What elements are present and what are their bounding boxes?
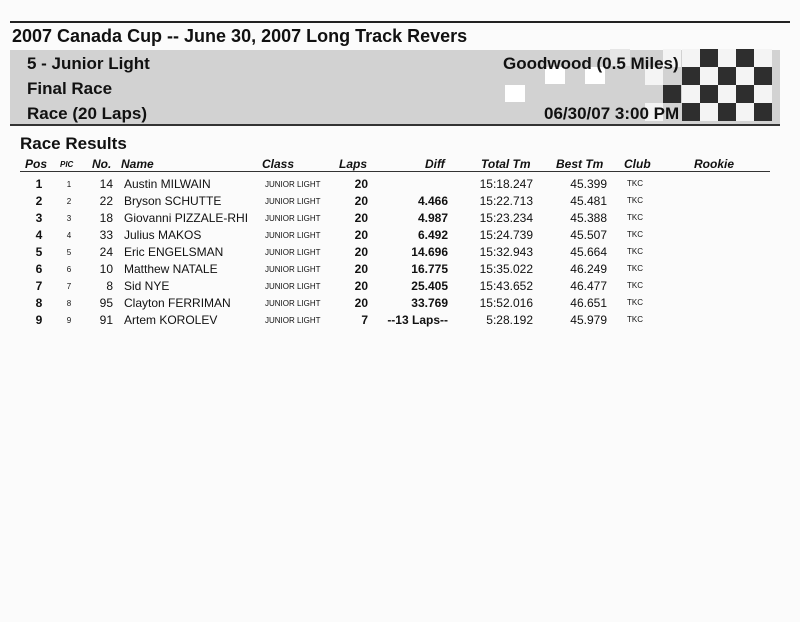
pic-cell: 3 (66, 214, 72, 223)
table-row (0, 226, 800, 243)
col-diff: Diff (425, 157, 445, 171)
pos-cell: 3 (35, 211, 43, 225)
diff-cell: 16.775 (411, 262, 448, 276)
col-club: Club (624, 157, 651, 171)
laps-cell: 7 (361, 313, 368, 327)
pic-cell: 1 (66, 180, 72, 189)
diff-cell: 4.987 (417, 211, 448, 225)
pos-cell: 9 (35, 313, 43, 327)
pos-cell: 6 (35, 262, 43, 276)
pos-cell: 4 (35, 228, 43, 242)
class-cell: JUNIOR LIGHT (265, 316, 321, 325)
section-title: Race Results (20, 134, 127, 153)
col-name: Name (121, 157, 154, 171)
pic-cell: 4 (66, 231, 72, 240)
laps-cell: 20 (354, 211, 368, 225)
pos-cell: 5 (35, 245, 43, 259)
total-time-cell: 15:23.234 (479, 211, 533, 225)
class-cell: JUNIOR LIGHT (265, 248, 321, 257)
track-name: Goodwood (0.5 Miles) (503, 54, 679, 73)
pic-cell: 9 (66, 316, 72, 325)
name-cell: Eric ENGELSMAN (124, 245, 224, 259)
club-cell: TKC (627, 315, 643, 324)
col-pos: Pos (25, 157, 48, 171)
number-cell: 33 (99, 228, 113, 242)
best-time-cell: 45.481 (570, 194, 607, 208)
total-time-cell: 15:22.713 (479, 194, 533, 208)
number-cell: 10 (99, 262, 113, 276)
diff-cell: 6.492 (417, 228, 448, 242)
race-length: Race (20 Laps) (27, 104, 147, 123)
class-cell: JUNIOR LIGHT (265, 214, 321, 223)
club-cell: TKC (627, 196, 643, 205)
laps-cell: 20 (354, 262, 368, 276)
column-header-rule (20, 171, 770, 172)
best-time-cell: 45.979 (570, 313, 607, 327)
name-cell: Bryson SCHUTTE (124, 194, 222, 208)
table-row (0, 192, 800, 209)
total-time-cell: 15:32.943 (479, 245, 533, 259)
name-cell: Julius MAKOS (124, 228, 202, 242)
total-time-cell: 15:43.652 (479, 279, 533, 293)
best-time-cell: 46.651 (570, 296, 607, 310)
pic-cell: 2 (66, 197, 72, 206)
laps-cell: 20 (354, 228, 368, 242)
top-rule (10, 21, 790, 23)
total-time-cell: 15:18.247 (479, 177, 533, 191)
number-cell: 22 (99, 194, 113, 208)
class-cell: JUNIOR LIGHT (265, 197, 321, 206)
header-bottom-rule (10, 124, 780, 126)
diff-cell: 14.696 (411, 245, 448, 259)
col-rookie: Rookie (694, 157, 735, 171)
total-time-cell: 5:28.192 (486, 313, 533, 327)
col-no: No. (92, 157, 112, 171)
number-cell: 95 (99, 296, 113, 310)
race-datetime: 06/30/07 3:00 PM (544, 104, 680, 123)
class-cell: JUNIOR LIGHT (265, 299, 321, 308)
pic-cell: 8 (66, 299, 72, 308)
col-total: Total Tm (481, 157, 531, 171)
number-cell: 91 (99, 313, 113, 327)
table-row (0, 277, 800, 294)
number-cell: 24 (99, 245, 113, 259)
name-cell: Clayton FERRIMAN (124, 296, 231, 310)
name-cell: Austin MILWAIN (124, 177, 211, 191)
number-cell: 8 (106, 279, 113, 293)
laps-cell: 20 (354, 194, 368, 208)
page-title: 2007 Canada Cup -- June 30, 2007 Long Track Revers (12, 26, 468, 46)
pos-cell: 1 (35, 177, 43, 191)
best-time-cell: 45.664 (570, 245, 607, 259)
table-row (0, 311, 800, 328)
club-cell: TKC (627, 213, 643, 222)
club-cell: TKC (627, 298, 643, 307)
total-time-cell: 15:35.022 (479, 262, 533, 276)
class-cell: JUNIOR LIGHT (265, 282, 321, 291)
best-time-cell: 45.507 (570, 228, 607, 242)
club-cell: TKC (627, 230, 643, 239)
name-cell: Sid NYE (124, 279, 170, 293)
club-cell: TKC (627, 264, 643, 273)
session-name: Final Race (27, 79, 113, 98)
club-cell: TKC (627, 179, 643, 188)
table-row (0, 209, 800, 226)
class-cell: JUNIOR LIGHT (265, 265, 321, 274)
total-time-cell: 15:52.016 (479, 296, 533, 310)
name-cell: Matthew NATALE (124, 262, 218, 276)
total-time-cell: 15:24.739 (479, 228, 533, 242)
best-time-cell: 45.399 (570, 177, 607, 191)
best-time-cell: 46.477 (570, 279, 607, 293)
diff-cell: 4.466 (417, 194, 448, 208)
pos-cell: 2 (35, 194, 43, 208)
diff-cell: --13 Laps-- (387, 313, 448, 327)
table-row (0, 243, 800, 260)
club-cell: TKC (627, 281, 643, 290)
race-class: 5 - Junior Light (27, 54, 150, 73)
col-pic: PIC (60, 160, 74, 169)
laps-cell: 20 (354, 177, 368, 191)
class-cell: JUNIOR LIGHT (265, 180, 321, 189)
pic-cell: 6 (66, 265, 72, 274)
laps-cell: 20 (354, 279, 368, 293)
best-time-cell: 45.388 (570, 211, 607, 225)
pic-cell: 7 (66, 282, 72, 291)
table-row (0, 294, 800, 311)
col-best: Best Tm (556, 157, 604, 171)
diff-cell: 25.405 (411, 279, 448, 293)
name-cell: Artem KOROLEV (124, 313, 218, 327)
pic-cell: 5 (66, 248, 72, 257)
pos-cell: 8 (35, 296, 43, 310)
laps-cell: 20 (354, 245, 368, 259)
class-cell: JUNIOR LIGHT (265, 231, 321, 240)
table-row (0, 260, 800, 277)
number-cell: 18 (99, 211, 113, 225)
table-row (0, 175, 800, 192)
laps-cell: 20 (354, 296, 368, 310)
club-cell: TKC (627, 247, 643, 256)
col-laps: Laps (339, 157, 368, 171)
number-cell: 14 (99, 177, 113, 191)
best-time-cell: 46.249 (570, 262, 607, 276)
col-class: Class (262, 157, 295, 171)
name-cell: Giovanni PIZZALE-RHI (124, 211, 249, 225)
diff-cell: 33.769 (411, 296, 448, 310)
pos-cell: 7 (35, 279, 43, 293)
